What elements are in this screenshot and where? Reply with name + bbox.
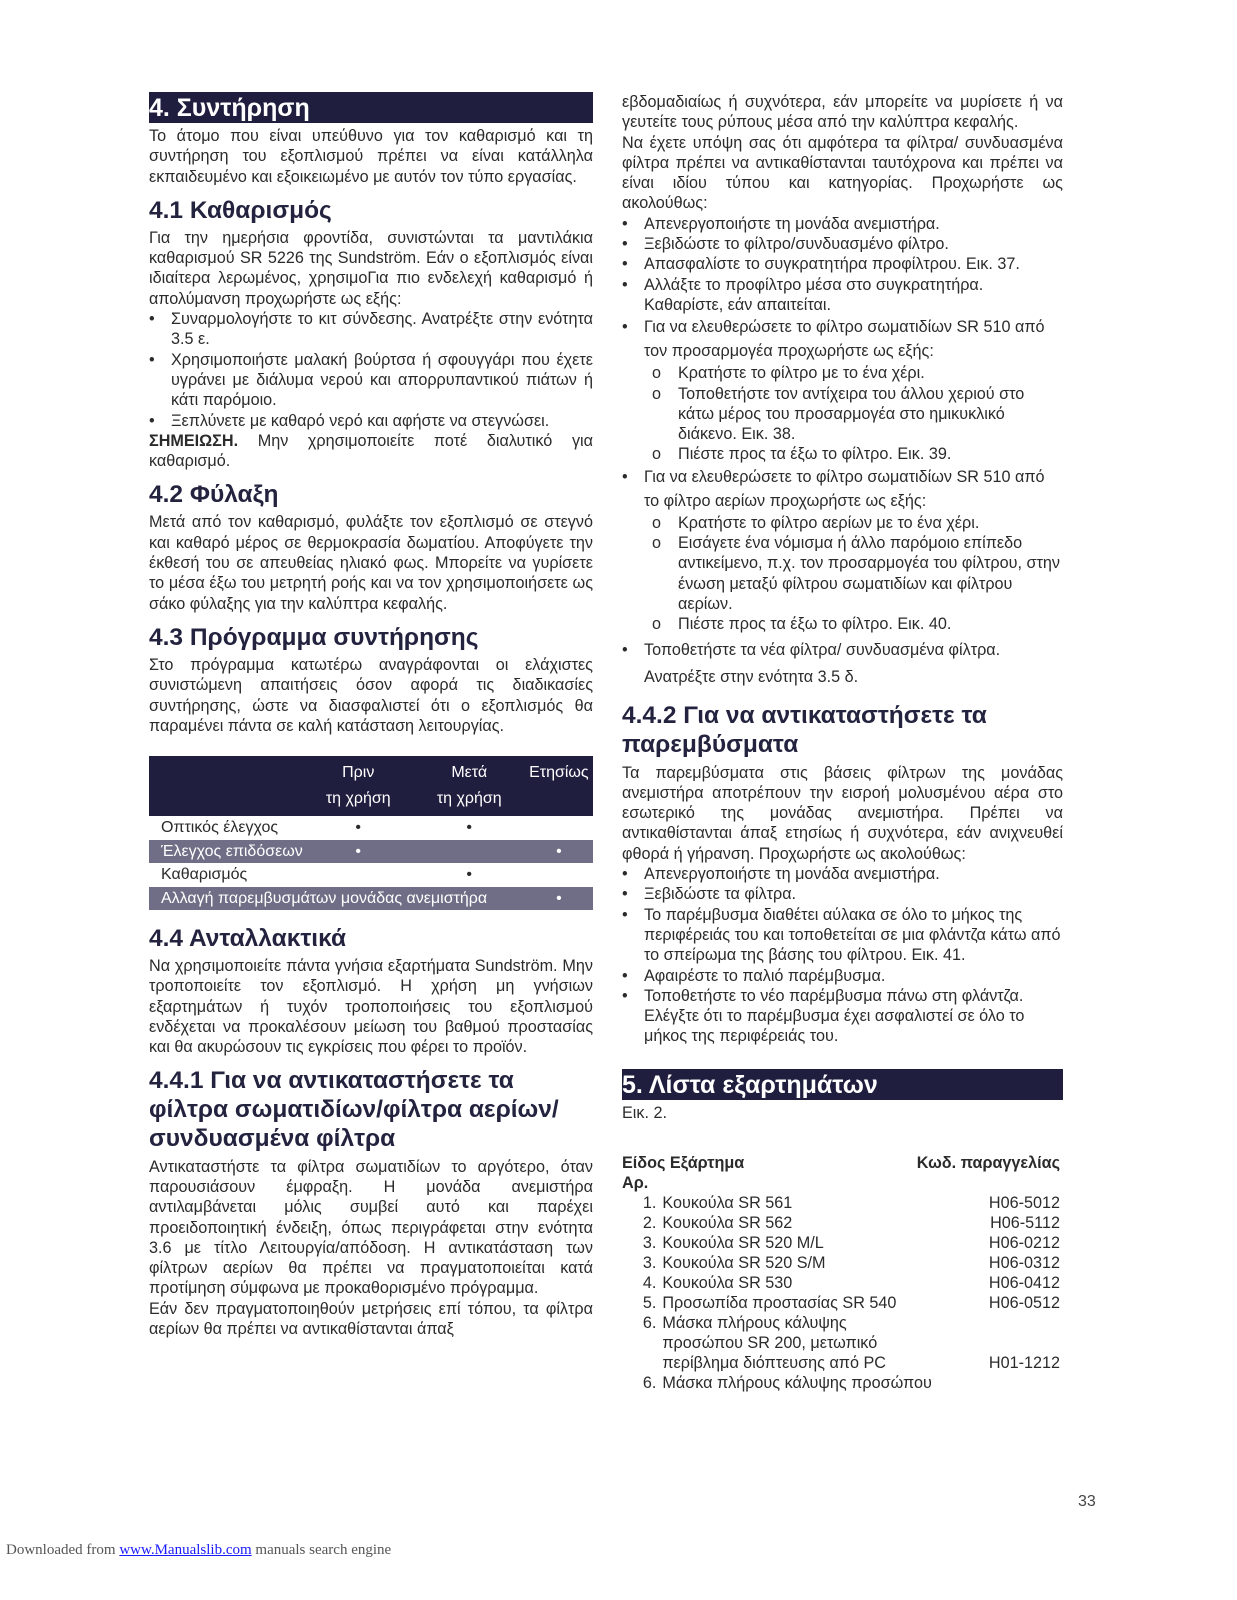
maintenance-schedule-table	[149, 756, 593, 910]
list-item: • Απενεργοποιήστε τη μονάδα ανεμιστήρα.	[622, 214, 1063, 234]
table-row: Καθαρισμός •	[161, 866, 473, 884]
note-text: Μην χρησιμοποιείτε ποτέ διαλυτικό για καθαρισμό.	[149, 431, 593, 471]
sub-list-item: o Πιέστε προς τα έξω το φίλτρο. Εικ. 40.	[622, 614, 1063, 634]
col-after-use: Μετά τη χρήση	[436, 764, 502, 808]
sub-list-item: o Κρατήστε το φίλτρο με το ένα χέρι.	[622, 363, 1063, 383]
col-yearly: Ετησίως	[529, 764, 589, 782]
table-row: Οπτικός έλεγχος • •	[161, 819, 473, 837]
section-4-1-list	[149, 309, 593, 431]
list-item: • Ξεβιδώστε τα φίλτρα.	[622, 884, 1063, 904]
col-before-use: Πριν τη χρήση	[325, 764, 391, 808]
table-row: Αλλαγή παρεμβυσμάτων μονάδας ανεμιστήρα •	[149, 887, 593, 911]
filter-replacement-list-2	[622, 465, 1063, 513]
section-4-4-title: 4.4 Ανταλλακτικά	[149, 925, 347, 953]
section-4-3-title: 4.3 Πρόγραμμα συντήρησης	[149, 623, 479, 651]
list-item: • Αφαιρέστε το παλιό παρέμβυσμα.	[622, 966, 1063, 986]
sub-list-item: o Κρατήστε το φίλτρο αερίων με το ένα χέρι.	[622, 513, 1063, 533]
parts-header-item: Είδος Εξάρτημα Αρ.	[622, 1153, 745, 1192]
table-row: 3. Κουκούλα SR 520 M/L H06-0212	[642, 1233, 1060, 1252]
section-4-4-1-body-2: Εάν δεν πραγματοποιηθούν μετρήσεις επί τόπου, τα φίλτρα αερίων θα πρέπει να αντικαθίστανται άπαξ	[149, 1299, 593, 1338]
sublist-1	[622, 363, 1063, 464]
list-item: • Τοποθετήστε τα νέα φίλτρα/ συνδυασμένα φίλτρα. Ανατρέξτε στην ενότητα 3.5 δ.	[622, 637, 1063, 691]
filters-paragraph: Να έχετε υπόψη σας ότι αμφότερα τα φίλτρα/ συνδυασμένα φίλτρα πρέπει να αντικαθίστανται ταυτόχρονα και πρέπει να είναι ιδίου τύπου και κατηγορίας. Προχωρήστε ως ακολούθως:	[622, 133, 1063, 213]
left-column	[149, 92, 593, 1339]
section-4-4-1-body: Αντικαταστήστε τα φίλτρα σωματιδίων το αργότερο, όταν παρουσιάσουν έμφραξη. Η μονάδα ανεμιστήρα αντιλαμβάνεται μόλις συμβεί αυτό και παρέχει προειδοποιητική ένδειξη, όπως περιγράφεται στην ενότητα 3.6 με τίτλο Λειτουργία/απόδοση. Η αντικατάσταση των φίλτρων αερίων θα πρέπει να πραγματοποιείται κατά προτίμηση σύμφωνα με προκαθορισμένο πρόγραμμα.	[149, 1157, 593, 1298]
list-item: • Απασφαλίστε το συγκρατητήρα προφίλτρου. Εικ. 37.	[622, 254, 1063, 274]
list-item: • Για να ελευθερώσετε το φίλτρο σωματιδίων SR 510 από τον προσαρμογέα προχωρήστε ως εξής:	[622, 315, 1063, 363]
table-row: 1. Κουκούλα SR 561 H06-5012	[642, 1193, 1060, 1212]
continued-paragraph: εβδομαδιαίως ή συχνότερα, εάν μπορείτε να μυρίσετε ή να γευτείτε τους ρύπους μέσα από την καλύπτρα κεφαλής.	[622, 93, 1063, 132]
list-item: • Τοποθετήστε το νέο παρέμβυσμα πάνω στη φλάντζα. Ελέγξτε ότι το παρέμβυσμα έχει ασφαλιστεί σε όλο το μήκος της περιφέρειάς του.	[622, 986, 1063, 1047]
section-4-4-body: Να χρησιμοποιείτε πάντα γνήσια εξαρτήματα Sundström. Μην τροποποιείτε τον εξοπλισμό. Η χρήση μη γνήσιων εξαρτημάτων ή τυχόν τροποποιήσεις του εξοπλισμού ενδέχεται να προκαλέσουν μείωση του βαθμού προστασίας και θα ακυρώσουν τις εγκρίσεις που φέρει το προϊόν.	[149, 957, 593, 1057]
list-item: • Χρησιμοποιήστε μαλακή βούρτσα ή σφουγγάρι που έχετε υγράνει με διάλυμα νερού και απορρυπαντικού πιάτων ή κάτι παρόμοιο.	[149, 350, 593, 411]
footer-suffix: manuals search engine	[251, 1542, 392, 1558]
section-4-body: Το άτομο που είναι υπεύθυνο για τον καθαρισμό και τη συντήρηση του εξοπλισμού πρέπει να είναι κατάλληλα εκπαιδευμένο και εξοικειωμένο με αυτόν τον τύπο εργασίας.	[149, 127, 593, 186]
section-4-4-1-title: 4.4.1 Για να αντικαταστήσετε τα φίλτρα σωματιδίων/φίλτρα αερίων/ συνδυασμένα φίλτρα	[149, 1066, 559, 1152]
table-row: Έλεγχος επιδόσεων • •	[149, 840, 593, 864]
sub-list-item: o Εισάγετε ένα νόμισμα ή άλλο παρόμοιο επίπεδο αντικείμενο, π.χ. τον προσαρμογέα του φίλτρου, στην ένωση μεταξύ φίλτρου σωματιδίων και φίλτρου αερίων.	[622, 533, 1063, 614]
section-4-1-title: 4.1 Καθαρισμός	[149, 196, 332, 224]
page-number: 33	[1078, 1493, 1096, 1510]
parts-header-row	[622, 1153, 1060, 1193]
table-row: 5. Προσωπίδα προστασίας SR 540 H06-0512	[642, 1293, 1060, 1312]
section-4-3-body: Στο πρόγραμμα κατωτέρω αναγράφονται οι ελάχιστες συνιστώμενη απαιτήσεις όσον αφορά τις διαδικασίες συντήρησης, ώστε να διασφαλιστεί ότι ο εξοπλισμός θα παραμένει πάντα σε καλή κατάσταση λειτουργίας.	[149, 655, 593, 735]
table-row: 3. Κουκούλα SR 520 S/M H06-0312	[642, 1253, 1060, 1272]
filter-replacement-list	[622, 214, 1063, 363]
section-4-2-title: 4.2 Φύλαξη	[149, 481, 279, 509]
table-row: 6. Μάσκα πλήρους κάλυψης προσώπου SR 200, μετωπικό περίβλημα διόπτευσης από PC H01-1212	[642, 1313, 1060, 1372]
section-4-2-body: Μετά από τον καθαρισμό, φυλάξτε τον εξοπλισμό σε στεγνό και καθαρό μέρος σε θερμοκρασία δωματίου. Αποφύγετε την έκθεσή του σε απευθείας ηλιακό φως. Μπορείτε να γυρίσετε το μέσα έξω του μετρητή ροής και να τον χρησιμοποιήσετε ως σάκο φύλαξης για την καλύπτρα κεφαλής.	[149, 513, 593, 613]
figure-reference: Εικ. 2.	[622, 1103, 667, 1122]
list-item: • Ξεπλύνετε με καθαρό νερό και αφήστε να στεγνώσει.	[149, 411, 593, 431]
section-4-title: 4. Συντήρηση	[149, 92, 593, 123]
filter-replacement-list-3	[622, 637, 1063, 691]
footer-prefix: Downloaded from	[6, 1542, 120, 1558]
section-4-4-2-body: Τα παρεμβύσματα στις βάσεις φίλτρων της μονάδας ανεμιστήρα αποτρέπουν την εισροή μολυσμένου αέρα στο εσωτερικό της μονάδας ανεμιστήρα. Πρέπει να αντικαθίστανται άπαξ ετησίως ή συχνότερα, εάν ανιχνευθεί φθορά ή γήρανση. Προχωρήστε ως ακολούθως:	[622, 763, 1063, 863]
list-item: • Το παρέμβυσμα διαθέτει αύλακα σε όλο το μήκος της περιφέρειάς του και τοποθετείται σε μια φλάντζα κάτω από το σπείρωμα της βάσης του φίλτρου. Εικ. 41.	[622, 905, 1063, 966]
table-row: 6. Μάσκα πλήρους κάλυψης προσώπου	[642, 1373, 932, 1392]
sublist-2	[622, 513, 1063, 635]
download-footer	[6, 1542, 391, 1559]
parts-list-table	[622, 1153, 1060, 1393]
note-label: ΣΗΜΕΙΩΣΗ.	[149, 431, 239, 450]
list-item: • Αλλάξτε το προφίλτρο μέσα στο συγκρατητήρα. Καθαρίστε, εάν απαιτείται.	[622, 275, 1063, 316]
parts-header-code: Κωδ. παραγγελίας	[916, 1153, 1060, 1172]
section-5-title: 5. Λίστα εξαρτημάτων	[622, 1069, 1063, 1100]
sub-list-item: o Τοποθετήστε τον αντίχειρα του άλλου χεριού στο κάτω μέρος του προσαρμογέα στο ημικυκλικό διάκενο. Εικ. 38.	[622, 384, 1063, 445]
gasket-list	[622, 864, 1063, 1047]
list-item: • Συναρμολογήστε το κιτ σύνδεσης. Ανατρέξτε στην ενότητα 3.5 ε.	[149, 309, 593, 350]
list-item: • Απενεργοποιήστε τη μονάδα ανεμιστήρα.	[622, 864, 1063, 884]
list-item: • Ξεβιδώστε το φίλτρο/συνδυασμένο φίλτρο.	[622, 234, 1063, 254]
sub-list-item: o Πιέστε προς τα έξω το φίλτρο. Εικ. 39.	[622, 444, 1063, 464]
list-item: • Για να ελευθερώσετε το φίλτρο σωματιδίων SR 510 από το φίλτρο αερίων προχωρήστε ως εξής:	[622, 465, 1063, 513]
manualslib-link[interactable]: www.Manualslib.com	[119, 1542, 252, 1558]
right-column	[622, 92, 1063, 1393]
note-paragraph	[149, 431, 593, 472]
section-4-1-body: Για την ημερήσια φροντίδα, συνιστώνται τα μαντιλάκια καθαρισμού SR 5226 της Sundström. Εάν ο εξοπλισμός είναι ιδιαίτερα λερωμένος, χρησιμοΓια πιο ενδελεχή καθαρισμό ή απολύμανση προχωρήστε ως εξής:	[149, 228, 593, 308]
table-row: 2. Κουκούλα SR 562 H06-5112	[642, 1213, 1060, 1232]
table-header-row	[149, 756, 593, 816]
table-row: 4. Κουκούλα SR 530 H06-0412	[642, 1273, 1060, 1292]
section-4-4-2-title: 4.4.2 Για να αντικαταστήσετε τα παρεμβύσματα	[622, 701, 987, 758]
